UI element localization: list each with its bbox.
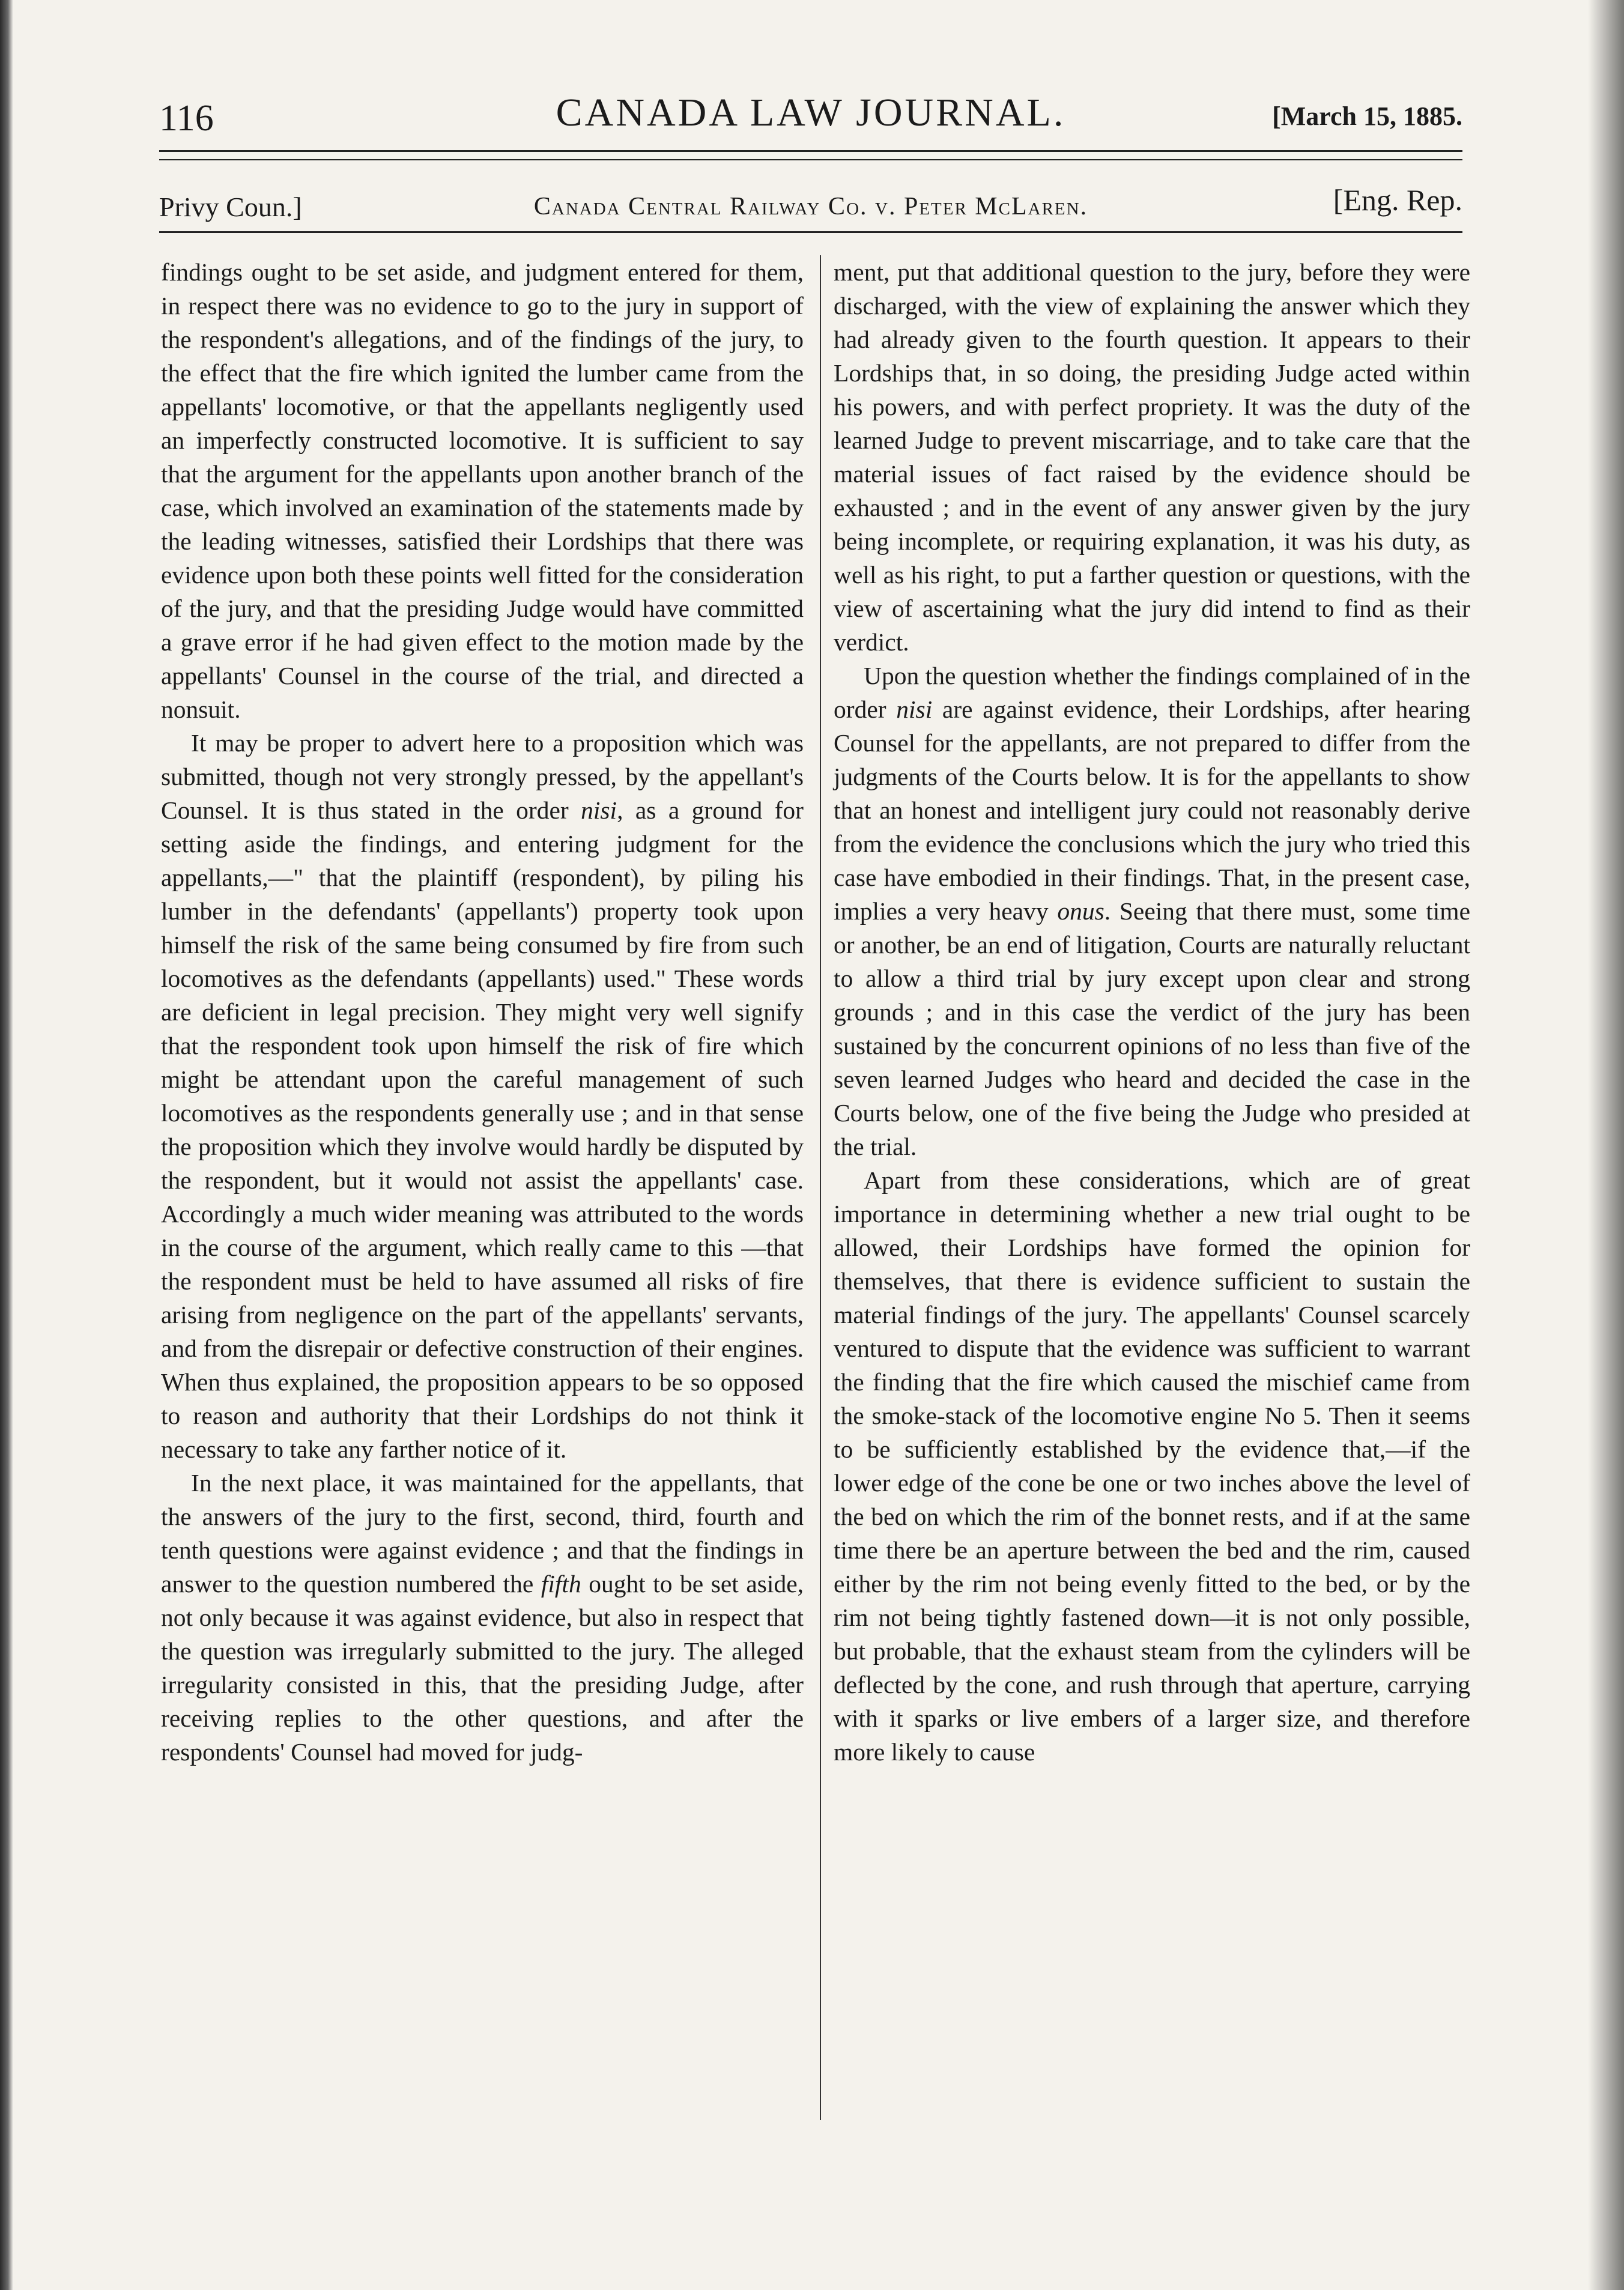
court-label: Privy Coun.]: [159, 192, 302, 222]
italic-nisi: nisi: [896, 695, 933, 723]
page-number: 116: [159, 98, 214, 139]
right-paragraph-2: Upon the question whether the findings complained of in the order nisi are against evidence, their Lordships, after hearing Counsel for the appellants, are not prepared to differ from the judgments of the Courts below. It is for the appellants to show that an honest and intelligent jury could not reasonably derive from the evidence the conclusions which the jury who tried this case have embodied in their findings. That, in the present case, implies a very heavy onus. Seeing that there must, some time or another, be an end of litigation, Courts are naturally reluctant to allow a third trial by jury except upon clear and strong grounds ; and in this case the verdict of the jury has been sustained by the concurrent opinions of no less than five of the seven learned Judges who heard and decided the case in the Courts below, one of the five being the Judge who presided at the trial.: [834, 662, 1471, 1160]
left-paragraph-1: findings ought to be set aside, and judgment entered for them, in respect there was no evidence to go to the jury in support of the respondent's allegations, and of the findings of the jury, to the effect that the fire which ignited the lumber came from the appellants' locomotive, or that the appellants negligently used an imperfectly constructed locomotive. It is sufficient to say that the argument for the appellants upon another branch of the case, which involved an examination of the statements made by the leading witnesses, satisfied their Lordships that there was evidence upon both these points well fitted for the consideration of the jury, and that the presiding Judge would have committed a grave error if he had given effect to the motion made by the appellants' Counsel in the course of the trial, and directed a nonsuit.: [161, 258, 804, 723]
case-title: Canada Central Railway Co. v. Peter McLaren.: [533, 193, 1088, 220]
case-header: [159, 180, 1462, 228]
issue-date: [March 15, 1885.: [1272, 101, 1462, 131]
right-paragraph-3: Apart from these considerations, which are of great importance in determining whether a new trial ought to be allowed, their Lordships have formed the opinion for themselves, that there is evidence sufficient to sustain the material findings of the jury. The appellants' Counsel scarcely ventured to dispute that the evidence was sufficient to warrant the finding that the fire which caused the mischief came from the smoke-stack of the locomotive engine No 5. Then it seems to be sufficiently established by the evidence that,—if the lower edge of the cone be one or two inches above the level of the bed on which the rim of the bonnet rests, and if at the same time there be an aperture between the bed and the rim, caused either by the rim not being evenly fitted to the bed, or by the rim not being tightly fastened down—it is not only possible, but probable, that the exhaust steam from the cylinders will be deflected by the cone, and rush through that aperture, carrying with it sparks or live embers of a larger size, and therefore more likely to cause: [834, 1166, 1470, 1766]
report-label: [Eng. Rep.: [1333, 183, 1462, 217]
case-header-rule: [159, 231, 1462, 233]
italic-onus: onus: [1057, 897, 1104, 925]
italic-nisi: nisi: [581, 796, 617, 824]
right-column: [834, 255, 1470, 1769]
right-paragraph-1: ment, put that additional question to the jury, before they were discharged, with the view of explaining the answer which they had already given to the fourth question. It appears to their Lordships that, in so doing, the presiding Judge acted within his powers, and with perfect propriety. It was the duty of the learned Judge to prevent miscarriage, and to take care that the material issues of fact raised by the evidence should be exhausted ; and in the event of any answer given by the jury being incomplete, or requiring explanation, it was his duty, as well as his right, to put a farther question or questions, with the view of ascertaining what the jury did intend to find as their verdict.: [834, 258, 1470, 656]
running-header: [159, 90, 1462, 150]
journal-title: CANADA LAW JOURNAL.: [556, 91, 1066, 135]
left-paragraph-3: In the next place, it was maintained for the appellants, that the answers of the jury to the first, second, third, fourth and tenth questions were against evidence ; and that the findings in answer to the question numbered the fifth ought to be set aside, not only because it was against evidence, but also in respect that the question was irregularly submitted to the jury. The alleged irregularity consisted in this, that the presiding Judge, after receiving replies to the other questions, and after the respondents' Counsel had moved for judg-: [161, 1469, 804, 1766]
page-edge-shadow: [1588, 0, 1624, 2290]
left-column: [161, 255, 804, 1769]
header-double-rule: [159, 150, 1462, 160]
italic-fifth: fifth: [541, 1570, 581, 1598]
page-binding-shadow: [0, 0, 13, 2290]
left-paragraph-2: It may be proper to advert here to a proposition which was submitted, though not very strongly pressed, by the appellant's Counsel. It is thus stated in the order nisi, as a ground for setting aside the findings, and entering judgment for the appellants,—" that the plaintiff (respondent), by piling his lumber in the defendants' (appellants') property took upon himself the risk of the same being consumed by fire from such locomotives as the defendants (appellants) used." These words are deficient in legal precision. They might very well signify that the respondent took upon himself the risk of fire which might be attendant upon the careful management of such locomotives as the respondents generally use ; and in that sense the proposition which they involve would hardly be disputed by the respondent, but it would not assist the appellants' case. Accordingly a much wider meaning was attributed to the words in the course of the argument, which really came to this —that the respondent must be held to have assumed all risks of fire arising from negligence on the part of the appellants' servants, and from the disrepair or defective construction of their engines. When thus explained, the proposition appears to be so opposed to reason and authority that their Lordships do not think it necessary to take any farther notice of it.: [161, 729, 804, 1463]
column-divider: [820, 255, 821, 2120]
